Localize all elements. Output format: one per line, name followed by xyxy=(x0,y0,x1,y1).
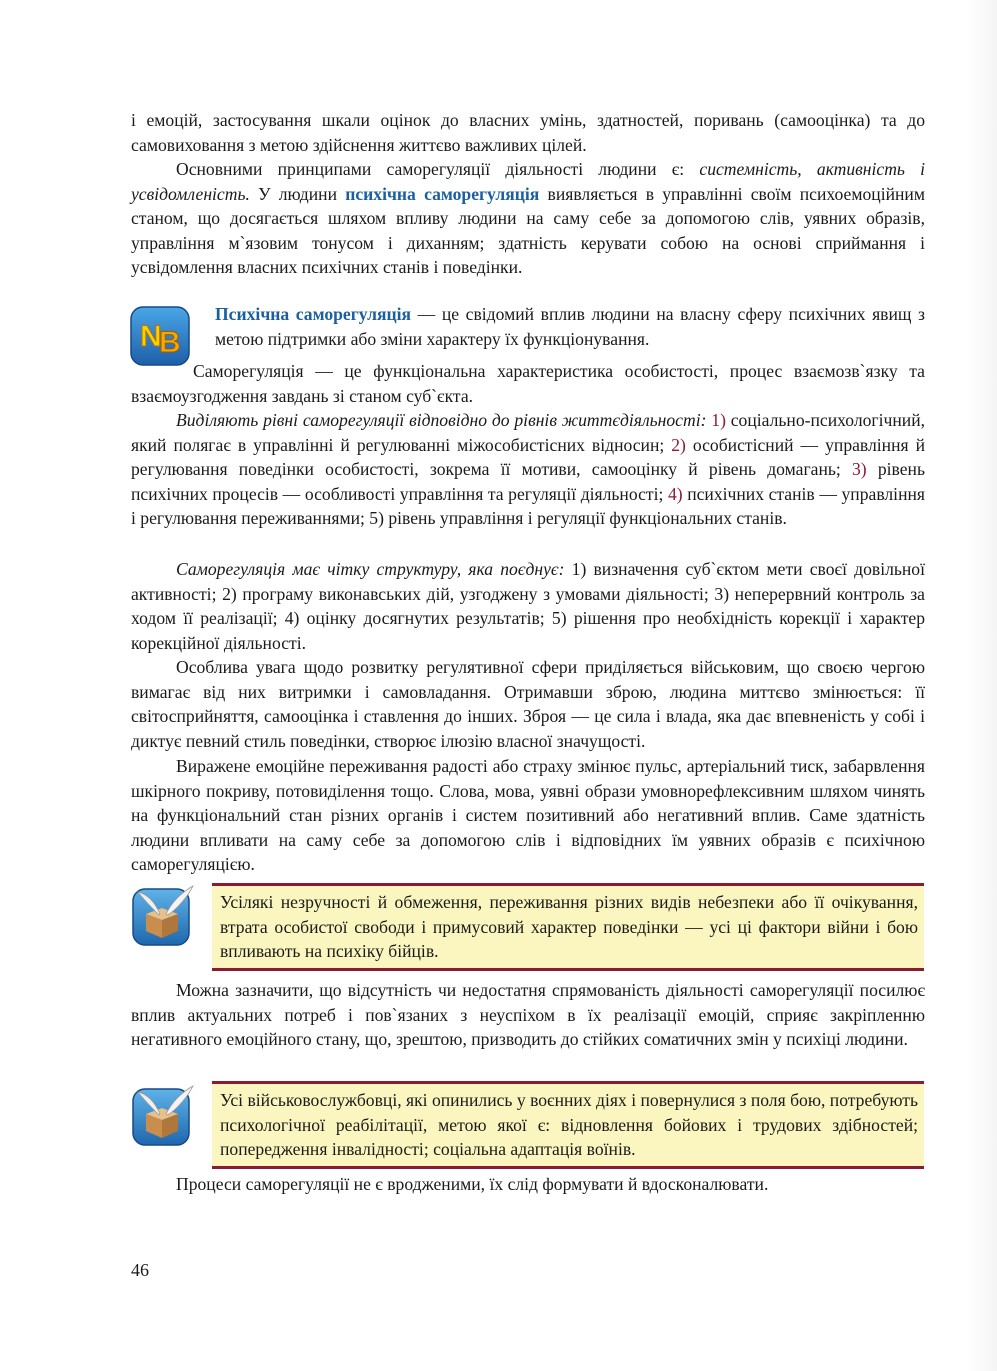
paragraph-text: Процеси саморегуляції не є вродженими, їх слід формувати й вдосконалювати. xyxy=(176,1174,769,1194)
paragraph-selfregulation xyxy=(131,359,925,408)
paragraph-text: Виражене емоційне переживання радості або страху змінює пульс, артеріальний тиск, забарвлення шкірного покриву, потовиділення тощо. Слова, мова, уявні образи умовнорефлексивним шляхом чинять на функціональний стан різних органів і систем позитивний або негативний вплив. Саме здатність людини впливати на саму себе за допомогою слів і відповідних їм уявних образів є психічною саморегуляцією. xyxy=(131,756,925,874)
paragraph-principles xyxy=(131,157,925,280)
paragraph-levels xyxy=(131,408,925,531)
structure-text: 1) визначення суб`єктом мети своєї довільної активності; 2) програму виконавських дій, узгоджену з умовами діяльності; 3) неперервний контроль за ходом її реалізації; 4) оцінку досягнутих результатів; 5) рішення про необхідність корекції і характер корекційної діяльності. xyxy=(131,559,925,653)
paragraph-structure xyxy=(131,557,925,655)
note-text: Усілякі незручності й обмеження, переживання різних видів небезпеки або її очікування, втрата особистої свободи і примусовий характер поведінки — усі ці фактори війни і бою впливають на психіку бійців. xyxy=(220,892,918,961)
level-number: 3) xyxy=(852,459,867,479)
text-fragment: виявляється в управлінні своїм психоемоційним станом, що досягається шляхом впливу людини на саму себе за допомогою слів, уявних образів, управління м`язовим тонусом і диханням; здатність керувати собою на основі сприймання і усвідомлення власних психічних станів і поведінки. xyxy=(131,183,925,277)
paragraph-emotions xyxy=(131,754,925,877)
definition-term: Психічна саморегуляція xyxy=(215,304,412,324)
paragraph-lack xyxy=(131,978,925,1052)
note-text: Усі військовослужбовці, які опинились у воєнних діях і повернулися з поля бою, потребують психологічної реабілітації, метою якої є: відновлення бойових і трудових здібностей; попередження інвалідності; соціальна адаптація воїнів. xyxy=(220,1090,918,1159)
level-number: 1) xyxy=(711,410,726,430)
paragraph-text: Саморегуляція — це функціональна характеристика особистості, процес взаємозв`язку та взаємоузгодження завдань зі станом суб`єкта. xyxy=(131,361,925,406)
nb-icon xyxy=(130,306,190,366)
nb-definition xyxy=(215,302,925,351)
note-box xyxy=(212,1081,924,1169)
page-number: 46 xyxy=(131,1260,149,1280)
paragraph-conclusion xyxy=(131,1172,925,1197)
principles-italic: системність, активність і усвідомленість. xyxy=(131,159,926,204)
box-feather-icon xyxy=(132,884,194,946)
paragraph-intro-continued xyxy=(131,108,925,157)
paragraph-text: Особлива увага щодо розвитку регулятивної сфери приділяється військовим, що своєю чергою вимагає від них витримки і самовладання. Отримавши зброю, людина миттєво змінюється: її світосприйняття, самооцінка і ставлення до інших. Зброя — це сила і влада, яка дає впевненість у собі і диктує певний стиль поведінки, створює ілюзію власної значущості. xyxy=(131,657,925,751)
paragraph-text: Можна зазначити, що відсутність чи недостатня спрямованість діяльності саморегуляції посилює вплив актуальних потреб і пов`язаних з неуспіхом в їх реалізації емоцій, сприяє закріпленню негативного емоційного стану, що, зрештою, призводить до стійких соматичних змін у психіці людини. xyxy=(131,980,925,1049)
note-box xyxy=(212,883,924,971)
text-fragment: У людини xyxy=(249,183,346,204)
svg-text:B: B xyxy=(159,326,181,359)
paragraph-text: і емоцій, застосування шкали оцінок до власних умінь, здатностей, поривань (самооцінка) та до самовиховання з метою здійснення життєво важливих цілей. xyxy=(131,110,925,155)
text-fragment: Основними принципами саморегуляції діяльності людини є: xyxy=(176,159,700,179)
page-edge-shadow xyxy=(967,0,997,1371)
levels-intro: Виділяють рівні саморегуляції відповідно до рівнів життєдіяльності: xyxy=(176,410,707,430)
level-text: рівень психічних процесів — особливості управління та регуляції діяльності; xyxy=(131,459,925,504)
highlight-term: психічна саморегуляція xyxy=(345,183,540,204)
structure-intro: Саморегуляція має чітку структуру, яка поєднує: xyxy=(176,559,565,579)
definition-text: — це свідомий вплив людини на власну сферу психічних явищ з метою підтримки або зміни характеру їх функціонування. xyxy=(215,304,925,349)
level-text: психічних станів — управління і регулювання переживаннями; 5) рівень управління і регуляції функціональних станів. xyxy=(131,483,925,528)
level-text: особистісний — управління й регулювання поведінки особистості, зокрема її мотиви, самооцінку й рівень домагань; xyxy=(131,434,925,479)
box-feather-icon xyxy=(132,1084,194,1146)
level-number: 4) xyxy=(667,483,683,504)
svg-text:N: N xyxy=(140,320,162,353)
level-number: 2) xyxy=(671,434,686,455)
paragraph-military xyxy=(131,655,925,753)
level-text: соціально-психологічний, який полягає в управлінні й регулюванні міжособистісних відносин; xyxy=(131,410,926,455)
